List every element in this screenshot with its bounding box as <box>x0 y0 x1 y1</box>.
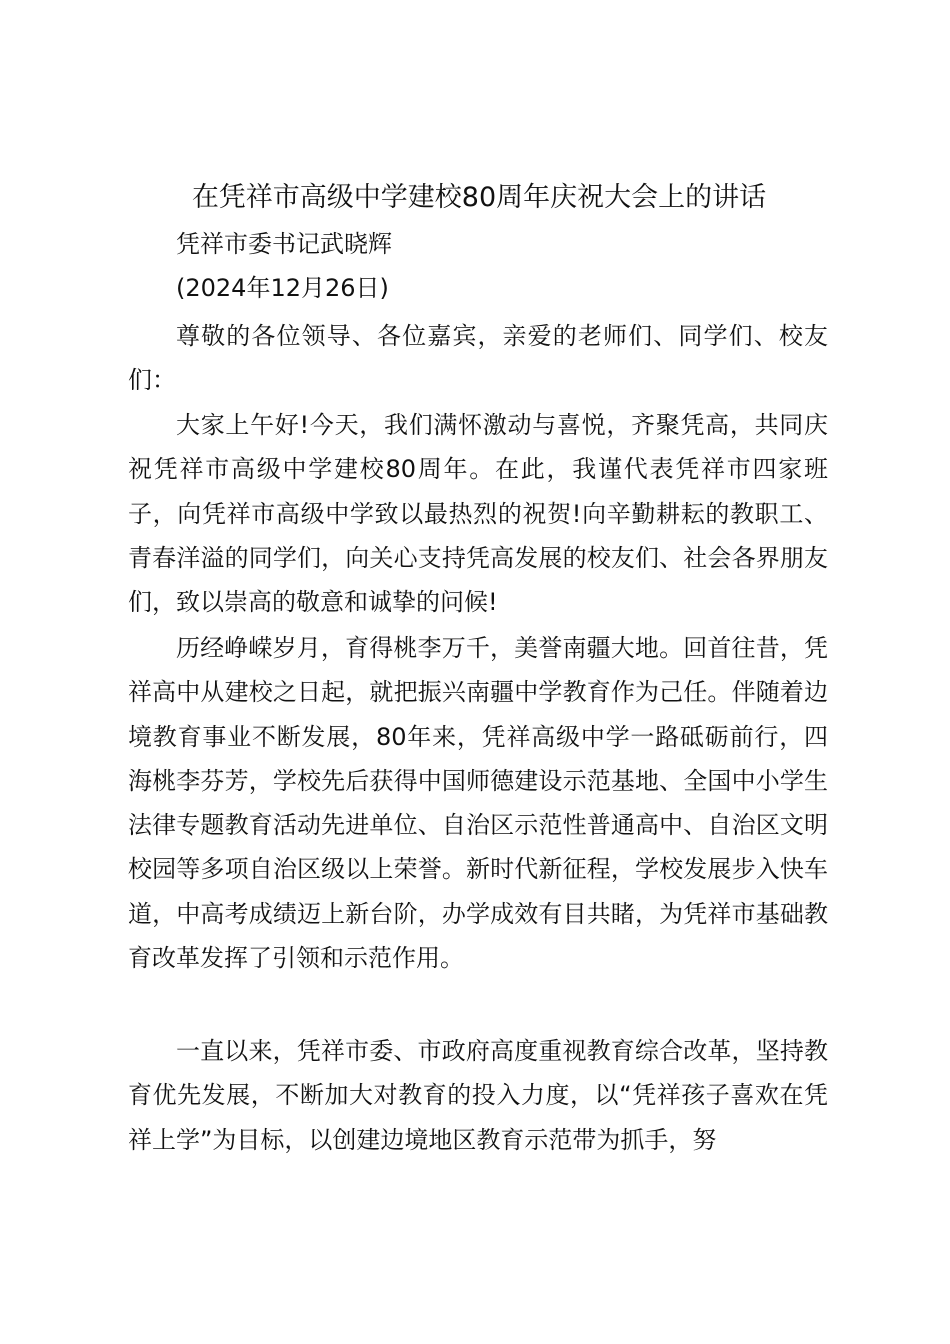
salutation-paragraph: 尊敬的各位领导、各位嘉宾，亲爱的老师们、同学们、校友们： <box>128 322 828 395</box>
speaker-line: 凭祥市委书记武晓辉 <box>176 230 392 258</box>
body-paragraph: 大家上午好!今天，我们满怀激动与喜悦，齐聚凭高，共同庆祝凭祥市高级中学建校80周年。在此，我谨代表凭祥市四家班子，向凭祥市高级中学致以最热烈的祝贺!向辛勤耕耘的教职工、青春洋溢的同学们，向关心支持凭高发展的校友们、社会各界朋友们，致以崇高的敬意和诚挚的问候! <box>128 411 828 617</box>
body-paragraph: 历经峥嵘岁月，育得桃李万千，美誉南疆大地。回首往昔，凭祥高中从建校之日起，就把振兴南疆中学教育作为己任。伴随着边境教育事业不断发展，80年来，凭祥高级中学一路砥砺前行，四海桃李芬芳，学校先后获得中国师德建设示范基地、全国中小学生法律专题教育活动先进单位、自治区示范性普通高中、自治区文明校园等多项自治区级以上荣誉。新时代新征程，学校发展步入快车道，中高考成绩迈上新台阶，办学成效有目共睹，为凭祥市基础教育改革发挥了引领和示范作用。 <box>128 634 828 973</box>
speech-date: (2024年12月26日) <box>176 274 389 302</box>
speech-title: 在凭祥市高级中学建校80周年庆祝大会上的讲话 <box>191 182 767 213</box>
body-paragraph: 一直以来，凭祥市委、市政府高度重视教育综合改革，坚持教育优先发展，不断加大对教育的投入力度，以“凭祥孩子喜欢在凭祥上学”为目标，以创建边境地区教育示范带为抓手，努 <box>128 1037 828 1154</box>
